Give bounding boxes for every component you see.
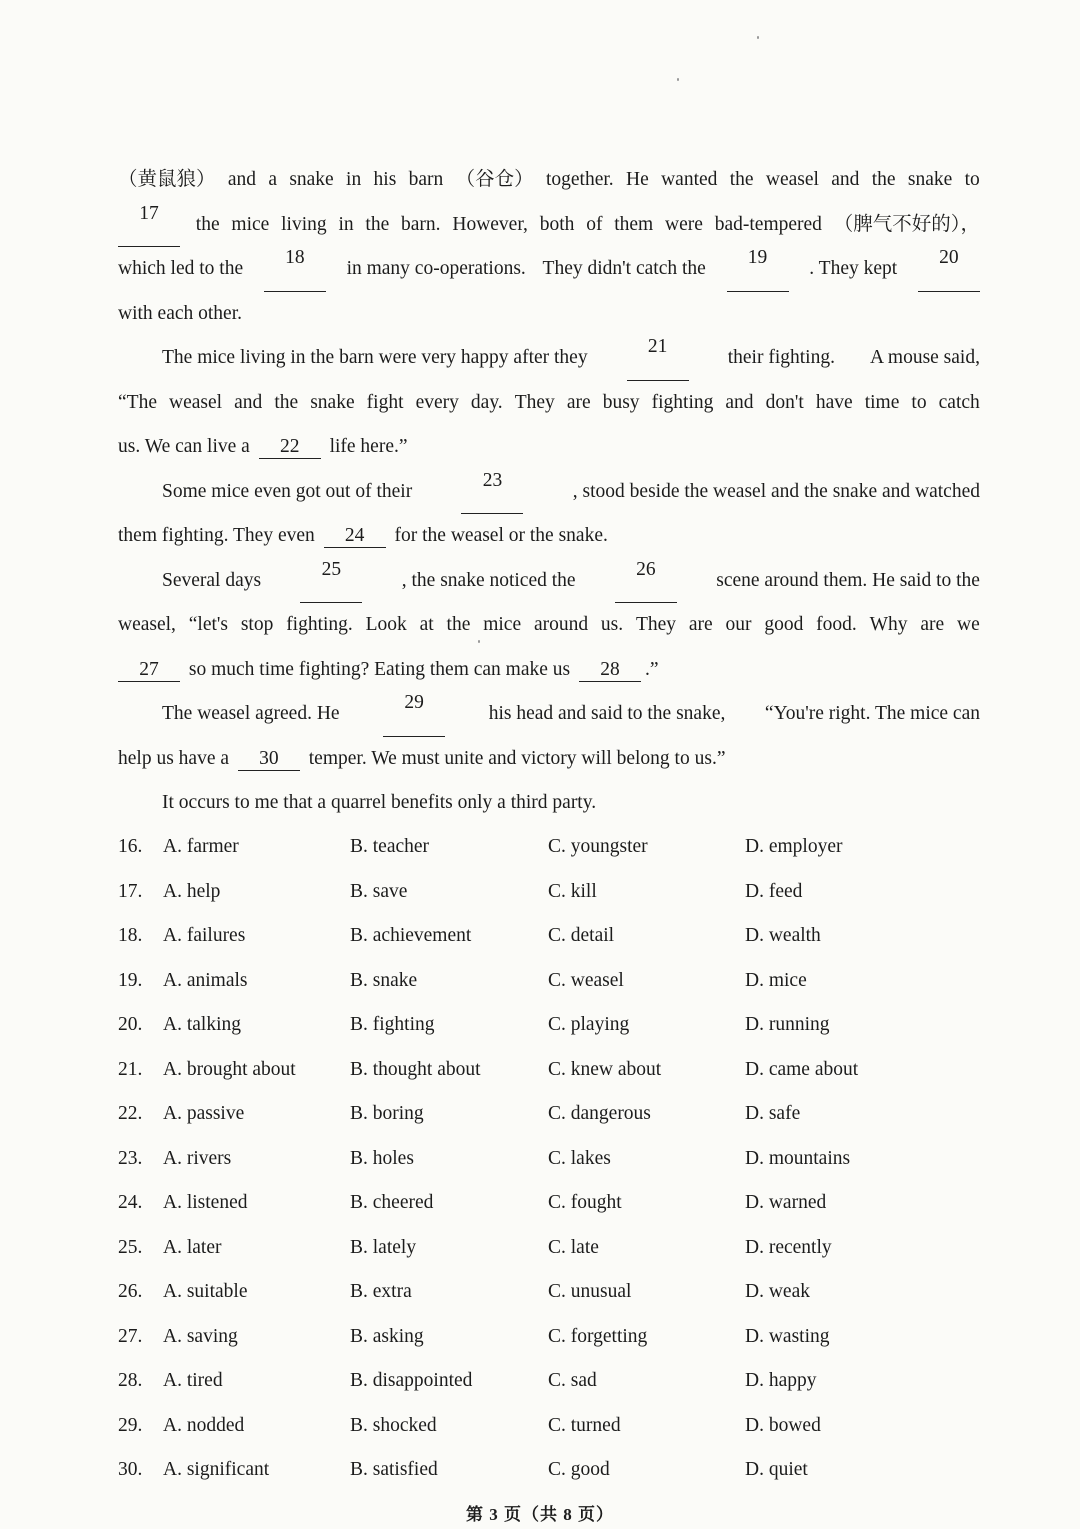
passage-line [118, 203, 980, 248]
passage-word: They [514, 391, 555, 413]
option-d[interactable]: D. wasting [745, 1325, 830, 1347]
question-row [118, 1448, 998, 1493]
passage-word: the [729, 169, 754, 190]
question-number: 20. [118, 1014, 143, 1035]
question-number: 30. [118, 1459, 143, 1480]
passage-line [118, 514, 980, 559]
passage-word: fight [366, 391, 404, 413]
option-b[interactable]: B. shocked [350, 1414, 437, 1436]
option-c[interactable]: C. good [548, 1459, 610, 1480]
passage-text: , stood beside the weasel and the snake and watched [572, 480, 980, 502]
passage-text: his head and said to the snake, [488, 703, 726, 724]
blank-18[interactable]: 18 [264, 247, 326, 292]
option-a[interactable]: A. saving [163, 1325, 238, 1347]
passage-line [118, 603, 980, 648]
passage-word: both [539, 213, 575, 235]
passage-word: our [725, 614, 752, 635]
passage-word: busy [602, 391, 640, 413]
question-row [118, 1404, 998, 1449]
passage-word: snake [289, 169, 334, 190]
question-row [118, 1137, 998, 1182]
option-c[interactable]: C. playing [548, 1014, 630, 1035]
passage-line [118, 559, 980, 604]
passage-word: the [365, 213, 390, 235]
option-b[interactable]: B. satisfied [350, 1459, 438, 1480]
passage-word: （黄鼠狼） [118, 169, 216, 190]
passage-word: barn. [401, 213, 441, 235]
question-row [118, 1092, 998, 1137]
passage-text: Some mice even got out of their [162, 480, 413, 502]
option-c[interactable]: C. sad [548, 1370, 597, 1391]
passage-word: “The [118, 391, 157, 413]
passage-word: “let's [188, 614, 229, 635]
passage-word: bad-tempered [714, 213, 822, 235]
passage-word: and [234, 391, 263, 413]
option-d[interactable]: D. bowed [745, 1414, 821, 1436]
passage-text: in many co-operations. [346, 258, 526, 279]
option-b[interactable]: B. extra [350, 1281, 412, 1302]
option-a[interactable]: A. passive [163, 1103, 245, 1124]
option-b[interactable]: B. achievement [350, 925, 472, 946]
question-number: 17. [118, 880, 143, 902]
question-number: 16. [118, 836, 143, 857]
option-b[interactable]: B. teacher [350, 836, 430, 857]
question-number: 25. [118, 1236, 143, 1258]
passage-line [118, 425, 980, 470]
passage-word: to [911, 391, 927, 413]
passage-word: mice [231, 213, 270, 235]
option-a[interactable]: A. nodded [163, 1414, 245, 1436]
scan-speck [757, 36, 759, 39]
passage-word: weasel [169, 391, 223, 413]
question-row [118, 825, 998, 870]
option-c[interactable]: C. late [548, 1236, 599, 1258]
question-number: 29. [118, 1414, 143, 1436]
passage-word: stop [240, 614, 274, 635]
passage-word: we [957, 614, 980, 635]
passage-word: snake [907, 169, 953, 190]
option-b[interactable]: B. disappointed [350, 1370, 473, 1391]
question-number: 26. [118, 1281, 143, 1302]
option-b[interactable]: B. cheered [350, 1192, 434, 1213]
question-row [118, 1048, 998, 1093]
passage-word: are [688, 614, 713, 635]
passage-word: wanted [661, 169, 718, 190]
option-b[interactable]: B. lately [350, 1236, 417, 1258]
passage-word: and [227, 169, 256, 190]
blank-20[interactable]: 20 [918, 247, 980, 292]
passage-word: good [764, 614, 804, 635]
option-d[interactable]: D. happy [745, 1370, 817, 1391]
option-d[interactable]: D. recently [745, 1236, 832, 1258]
option-d[interactable]: D. mice [745, 969, 807, 991]
passage-word: living [281, 213, 327, 235]
option-b[interactable]: B. boring [350, 1103, 424, 1124]
question-row [118, 1181, 998, 1226]
question-number: 28. [118, 1370, 143, 1391]
passage-word: to [964, 169, 980, 190]
passage-text: The mice living in the barn were very happy after they [162, 347, 588, 368]
option-a[interactable]: A. failures [163, 925, 246, 946]
option-c[interactable]: C. unusual [548, 1281, 632, 1302]
option-d[interactable]: D. safe [745, 1103, 801, 1124]
passage-word: （谷仓） [455, 169, 534, 190]
passage-line [118, 158, 980, 203]
option-a[interactable]: A. listened [163, 1192, 248, 1213]
option-b[interactable]: B. thought about [350, 1058, 481, 1080]
blank-25[interactable]: 25 [300, 559, 362, 604]
passage-line [118, 737, 980, 782]
passage-word: Look [365, 614, 407, 635]
question-number: 27. [118, 1325, 143, 1347]
option-d[interactable]: D. warned [745, 1192, 827, 1213]
blank-21[interactable]: 21 [627, 336, 689, 381]
passage-text: “You're right. The mice can [764, 703, 980, 724]
option-d[interactable]: D. came about [745, 1058, 859, 1080]
passage-text: It occurs to me that a quarrel benefits only a third party. [162, 792, 597, 813]
passage-text: with each other. [118, 302, 242, 324]
passage-line [118, 381, 980, 426]
passage-text: life here.” [329, 436, 408, 457]
passage-text: which led to the [118, 258, 244, 279]
passage-word: snake [310, 391, 355, 413]
passage-word: in [338, 213, 354, 235]
option-b[interactable]: B. asking [350, 1325, 424, 1347]
passage-line [118, 336, 980, 381]
question-row [118, 1315, 998, 1360]
question-number: 22. [118, 1103, 143, 1124]
question-row [118, 1359, 998, 1404]
option-a[interactable]: A. rivers [163, 1147, 232, 1169]
question-row [118, 914, 998, 959]
passage-word: weasel [765, 169, 819, 190]
passage-word: and [725, 391, 754, 413]
passage-word: every [415, 391, 459, 413]
option-c[interactable]: C. kill [548, 880, 597, 902]
question-row [118, 1003, 998, 1048]
option-a[interactable]: A. talking [163, 1014, 241, 1035]
option-a[interactable]: A. farmer [163, 836, 239, 857]
passage-text: so much time fighting? Eating them can make us [188, 658, 571, 680]
passage-line [118, 292, 980, 337]
option-c[interactable]: C. forgetting [548, 1325, 648, 1347]
blank-28[interactable]: 28 [579, 659, 641, 682]
option-c[interactable]: C. turned [548, 1414, 621, 1436]
passage-word: don't [765, 391, 804, 413]
option-a[interactable]: A. help [163, 880, 221, 902]
option-d[interactable]: D. quiet [745, 1459, 808, 1480]
passage-line [118, 648, 980, 693]
question-row [118, 1270, 998, 1315]
passage-word: day. [470, 391, 503, 413]
option-b[interactable]: B. holes [350, 1147, 414, 1169]
passage-word: around [533, 614, 589, 635]
blank-30[interactable]: 30 [238, 748, 300, 771]
passage-word: They [635, 614, 677, 635]
passage-word: of [586, 213, 603, 235]
question-number: 24. [118, 1192, 143, 1213]
passage-text: their fighting. [727, 347, 835, 368]
question-number: 21. [118, 1058, 143, 1080]
passage-word: the [274, 391, 299, 413]
passage-word: together. [545, 169, 614, 190]
option-d[interactable]: D. feed [745, 880, 803, 902]
page-footer: 第 3 页（共 8 页） [466, 1505, 614, 1524]
option-a[interactable]: A. animals [163, 969, 248, 991]
passage-word: at [419, 614, 434, 635]
passage-text: They didn't catch the [542, 258, 706, 279]
passage-word: time [864, 391, 900, 413]
passage-word: them [614, 213, 654, 235]
passage-word: a [268, 169, 277, 190]
passage-word: （脾气不好的）， [833, 213, 980, 235]
option-d[interactable]: D. mountains [745, 1147, 851, 1169]
passage-word: He [626, 169, 649, 190]
question-number: 23. [118, 1147, 143, 1169]
passage-word: the [195, 213, 220, 235]
answer-options [118, 825, 998, 1493]
passage-word: were [665, 213, 703, 235]
passage-word: in [346, 169, 362, 190]
question-number: 19. [118, 969, 143, 991]
blank-24[interactable]: 24 [324, 525, 386, 548]
option-d[interactable]: D. employer [745, 836, 843, 857]
option-b[interactable]: B. snake [350, 969, 418, 991]
passage-text: help us have a [118, 747, 230, 769]
passage-text: them fighting. They even [118, 525, 315, 546]
option-a[interactable]: A. tired [163, 1370, 223, 1391]
passage-word: the [446, 614, 471, 635]
passage-word: are [920, 614, 945, 635]
blank-29[interactable]: 29 [383, 692, 445, 737]
option-d[interactable]: D. wealth [745, 925, 821, 946]
passage-word: mice [483, 614, 522, 635]
option-a[interactable]: A. later [163, 1236, 222, 1258]
passage-line [118, 470, 980, 515]
option-c[interactable]: C. weasel [548, 969, 624, 991]
passage-text: A mouse said, [870, 347, 980, 368]
passage-word: fighting. [286, 614, 353, 635]
option-c[interactable]: C. detail [548, 925, 615, 946]
passage-text: temper. We must unite and victory will belong to us.” [308, 747, 726, 769]
passage-word: fighting [651, 391, 714, 413]
passage-word: his [373, 169, 397, 190]
question-row [118, 870, 998, 915]
passage-word: barn [408, 169, 444, 190]
blank-22[interactable]: 22 [259, 436, 321, 459]
option-c[interactable]: C. fought [548, 1192, 622, 1213]
passage-line [118, 247, 980, 292]
blank-23[interactable]: 23 [461, 470, 523, 515]
passage-line [118, 692, 980, 737]
option-a[interactable]: A. suitable [163, 1281, 248, 1302]
passage-word: us. [600, 614, 624, 635]
passage-word: Why [869, 614, 908, 635]
blank-19[interactable]: 19 [727, 247, 789, 292]
cloze-passage [118, 158, 980, 826]
question-number: 18. [118, 925, 143, 946]
option-d[interactable]: D. running [745, 1014, 830, 1035]
passage-text: . They kept [809, 258, 898, 279]
passage-word: have [815, 391, 853, 413]
passage-line [118, 781, 980, 826]
passage-text: The weasel agreed. He [162, 703, 340, 724]
option-d[interactable]: D. weak [745, 1281, 810, 1302]
option-a[interactable]: A. significant [163, 1459, 270, 1480]
passage-text: Several days [162, 569, 262, 591]
passage-text: for the weasel or the snake. [394, 525, 608, 546]
blank-27[interactable]: 27 [118, 659, 180, 682]
option-b[interactable]: B. fighting [350, 1014, 435, 1035]
passage-word: and [831, 169, 860, 190]
option-c[interactable]: C. dangerous [548, 1103, 651, 1124]
blank-26[interactable]: 26 [615, 559, 677, 604]
option-b[interactable]: B. save [350, 880, 408, 902]
passage-text: , the snake noticed the [401, 569, 576, 591]
passage-text: scene around them. He said to the [716, 569, 980, 591]
passage-word: weasel, [118, 614, 176, 635]
passage-text: .” [645, 658, 659, 680]
passage-word: food. [816, 614, 857, 635]
passage-word: However, [452, 213, 528, 235]
option-c[interactable]: C. youngster [548, 836, 648, 857]
blank-17[interactable]: 17 [118, 203, 180, 248]
option-c[interactable]: C. knew about [548, 1058, 662, 1080]
option-a[interactable]: A. brought about [163, 1058, 296, 1080]
passage-text: us. We can live a [118, 436, 250, 457]
passage-word: catch [938, 391, 980, 413]
scan-speck [677, 78, 679, 81]
passage-word: the [871, 169, 896, 190]
question-row [118, 1226, 998, 1271]
question-row [118, 959, 998, 1004]
option-c[interactable]: C. lakes [548, 1147, 611, 1169]
passage-word: are [566, 391, 591, 413]
